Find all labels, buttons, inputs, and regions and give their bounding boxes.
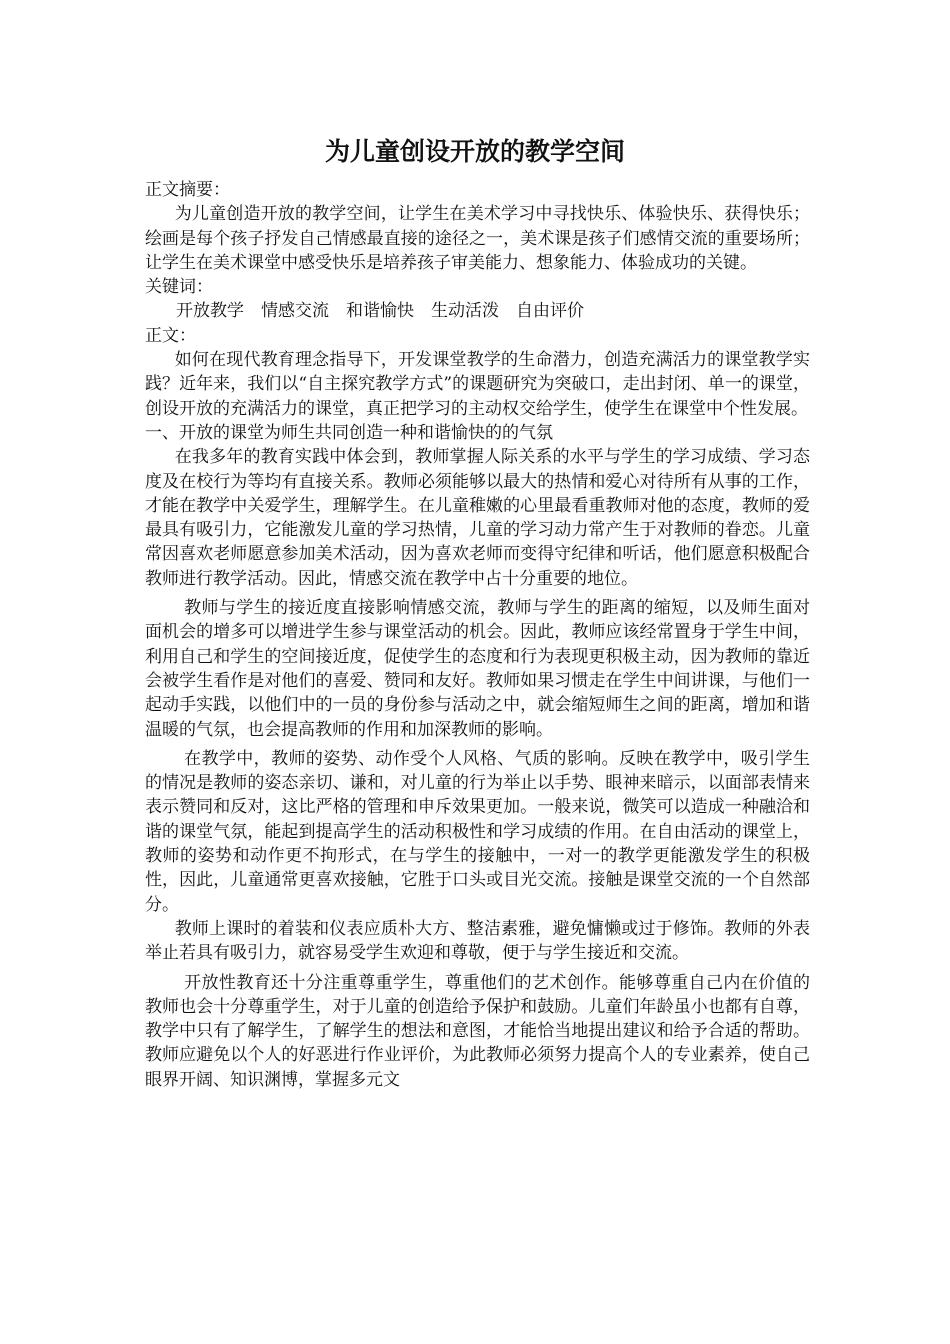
body-paragraph: 在教学中，教师的姿势、动作受个人风格、气质的影响。反映在教学中，吸引学生的情况是教师的姿态亲切、谦和，对儿童的行为举止以手势、眼神来暗示，以面部表情来表示赞同和反对，这比严格的管理和申斥效果更加。一般来说，微笑可以造成一种融洽和谐的课堂气氛，能起到提高学生的活动积极性和学习成绩的作用。在自由活动的课堂上，教师的姿势和动作更不拘形式，在与学生的接触中，一对一的教学更能激发学生的积极性，因此，儿童通常更喜欢接触，它胜于口头或目光交流。接触是课堂交流的一个自然部分。	[145, 748, 810, 915]
keyword: 开放教学	[176, 301, 244, 322]
body-paragraph: 教师上课时的着装和仪表应质朴大方、整洁素雅，避免慵懒或过于修饰。教师的外表举止若具有吸引力，就容易受学生欢迎和尊敬，便于与学生接近和交流。	[145, 918, 810, 964]
keywords-line	[145, 299, 810, 323]
abstract-paragraph: 为儿童创造开放的教学空间，让学生在美术学习中寻找快乐、体验快乐、获得快乐；绘画是每个孩子抒发自己情感最直接的途径之一，美术课是孩子们感情交流的重要场所；让学生在美术课堂中感受快乐是培养孩子审美能力、想象能力、体验成功的关键。	[145, 204, 810, 273]
body-heading: 正文：	[145, 325, 196, 346]
keyword: 生动活泼	[431, 301, 499, 322]
body-paragraph: 在我多年的教育实践中体会到，教师掌握人际关系的水平与学生的学习成绩、学习态度及在校行为等均有直接关系。教师必须能够以最大的热情和爱心对待所有从事的工作，才能在教学中关爱学生，理解学生。在儿童稚嫩的心里最看重教师对他的态度，教师的爱最具有吸引力，它能激发儿童的学习热情，儿童的学习动力常产生于对教师的眷恋。儿童常因喜欢老师愿意参加美术活动，因为喜欢老师而变得守纪律和听话，他们愿意积极配合教师进行教学活动。因此，情感交流在教学中占十分重要的地位。	[145, 447, 810, 589]
body-paragraph: 开放性教育还十分注重尊重学生，尊重他们的艺术创作。能够尊重自己内在价值的教师也会十分尊重学生，对于儿童的创造给予保护和鼓励。儿童们年龄虽小也都有自尊，教学中只有了解学生，了解学生的想法和意图，才能恰当地提出建议和给予合适的帮助。教师应避免以个人的好恶进行作业评价，为此教师必须努力提高个人的专业素养，使自己眼界开阔、知识渊博，掌握多元文	[145, 972, 810, 1090]
document-title: 为儿童创设开放的教学空间	[324, 137, 625, 166]
keyword: 情感交流	[261, 301, 329, 322]
keyword: 自由评价	[516, 301, 584, 322]
section-heading: 一、开放的课堂为师生共同创造一种和谐愉快的的气氛	[145, 422, 553, 443]
document-body	[145, 178, 810, 1092]
abstract-heading: 正文摘要：	[145, 180, 230, 200]
keyword: 和谐愉快	[346, 301, 414, 322]
keywords-heading: 关键词：	[145, 277, 213, 298]
body-paragraph: 教师与学生的接近度直接影响情感交流，教师与学生的距离的缩短，以及师生面对面机会的增多可以增进学生参与课堂活动的机会。因此，教师应该经常置身于学生中间，利用自己和学生的空间接近度，促使学生的态度和行为表现更积极主动，因为教师的靠近会被学生看作是对他们的喜爱、赞同和友好。教师如果习惯走在学生中间讲课，与他们一起动手实践，以他们中的一员的身份参与活动之中，就会缩短师生之间的距离，增加和谐温暖的气氛，也会提高教师的作用和加深教师的影响。	[145, 598, 810, 740]
intro-paragraph: 如何在现代教育理念指导下，开发课堂教学的生命潜力，创造充满活力的课堂教学实践？近年来，我们以“自主探究教学方式”的课题研究为突破口，走出封闭、单一的课堂，创设开放的充满活力的课堂，真正把学习的主动权交给学生，使学生在课堂中个性发展。	[145, 350, 810, 419]
